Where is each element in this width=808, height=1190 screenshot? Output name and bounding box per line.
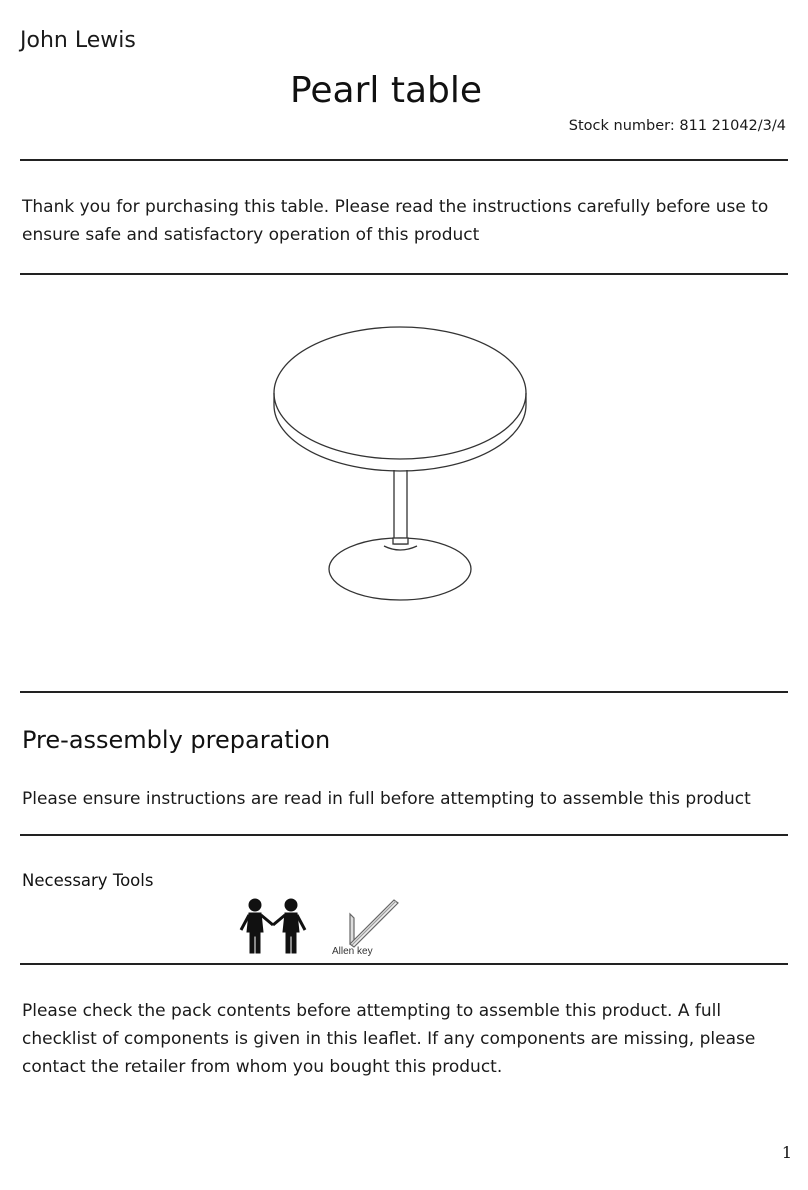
divider xyxy=(20,834,788,836)
two-people-icon xyxy=(238,896,308,956)
brand-name: John Lewis xyxy=(20,28,136,53)
divider xyxy=(20,963,788,965)
page-number: 1 xyxy=(781,1143,792,1162)
divider xyxy=(20,691,788,693)
pack-check-text: Please check the pack contents before attempting to assemble this product. A full checklist of components is given in this leaflet. If any components are missing, please contact the retailer from whom you bought this product. xyxy=(22,1001,756,1077)
allen-key-icon xyxy=(340,894,404,950)
allen-key-caption: Allen key xyxy=(332,946,373,957)
section-heading: Pre-assembly preparation xyxy=(22,726,331,754)
page-title: Pearl table xyxy=(289,70,483,111)
tools-label: Necessary Tools xyxy=(22,871,154,890)
divider xyxy=(20,273,788,275)
preassembly-text: Please ensure instructions are read in full before attempting to assemble this product xyxy=(22,789,751,809)
round-pedestal-table-drawing xyxy=(260,310,540,610)
divider xyxy=(20,159,788,161)
stock-number: Stock number: 811 21042/3/4 xyxy=(568,118,786,134)
intro-text: Thank you for purchasing this table. Please read the instructions carefully before use to ensure safe and satisfactory operation of this product xyxy=(22,197,769,245)
